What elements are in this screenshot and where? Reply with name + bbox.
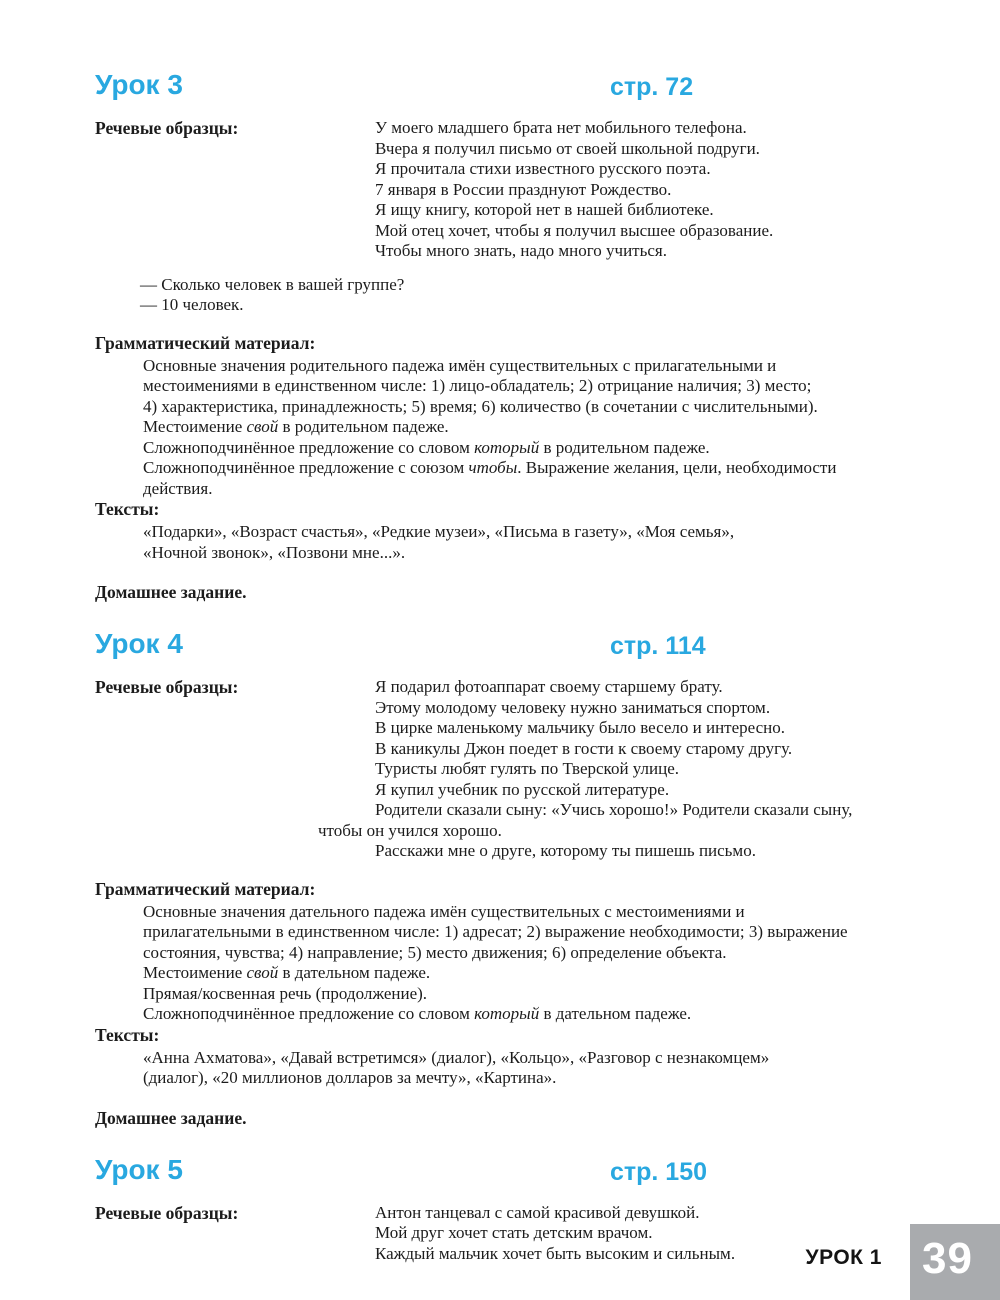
grammar-line: прилагательными в единственном числе: 1) адресат; 2) выражение необходимости; 3) выражение bbox=[143, 922, 848, 941]
italic-term: свой bbox=[246, 963, 279, 982]
speech-line: Мой друг хочет стать детским врачом. bbox=[375, 1223, 653, 1242]
lesson-heading-row bbox=[95, 629, 955, 663]
speech-samples-row bbox=[95, 677, 955, 862]
speech-line: 7 января в России празднуют Рождество. bbox=[375, 179, 672, 199]
lesson-page-ref: стр. 150 bbox=[610, 1157, 708, 1186]
texts-line: (диалог), «20 миллионов долларов за мечту», «Картина». bbox=[143, 1068, 557, 1087]
speech-line: Я ищу книгу, которой нет в нашей библиотеке. bbox=[375, 200, 714, 219]
grammar-line: состояния, чувства; 4) направление; 5) место движения; 6) определение объекта. bbox=[143, 942, 727, 962]
grammar-line: Прямая/косвенная речь (продолжение). bbox=[143, 983, 428, 1003]
speech-samples-row bbox=[95, 118, 955, 262]
speech-line: Родители сказали сыну: «Учись хорошо!» Родители сказали сыну, bbox=[375, 800, 853, 819]
lesson-page-ref: стр. 72 bbox=[610, 73, 694, 101]
grammar-label: Грамматический материал: bbox=[95, 878, 316, 899]
italic-term: свой bbox=[246, 417, 279, 436]
grammar-label: Грамматический материал: bbox=[95, 332, 316, 353]
grammar-line: Местоимение свой в родительном падеже. bbox=[143, 417, 449, 436]
lesson-heading: Урок 3 bbox=[95, 69, 183, 100]
speech-samples-label: Речевые образцы: bbox=[95, 118, 239, 138]
speech-lines bbox=[375, 118, 773, 262]
speech-line: Вчера я получил письмо от своей школьной подруги. bbox=[375, 138, 760, 158]
grammar-line: Сложноподчинённое предложение со словом который в дательном падеже. bbox=[143, 1004, 692, 1023]
footer-lesson-label: УРОК 1 bbox=[805, 1246, 882, 1269]
speech-line: Этому молодому человеку нужно заниматься спортом. bbox=[375, 697, 771, 717]
texts-line: «Ночной звонок», «Позвони мне...». bbox=[143, 542, 406, 562]
speech-line: Я прочитала стихи известного русского поэта. bbox=[375, 159, 711, 178]
grammar-line: действия. bbox=[143, 478, 213, 498]
italic-term: чтобы bbox=[468, 458, 518, 477]
speech-line: В цирке маленькому мальчику было весело и интересно. bbox=[375, 718, 786, 737]
page-content bbox=[95, 70, 955, 1264]
homework-label: Домашнее задание. bbox=[95, 1107, 247, 1128]
speech-line: Туристы любят гулять по Тверской улице. bbox=[375, 759, 680, 778]
grammar-line: Основные значения дательного падежа имён существительных с местоимениями и bbox=[143, 901, 745, 921]
speech-line: Мой отец хочет, чтобы я получил высшее образование. bbox=[375, 220, 774, 240]
texts-line: «Анна Ахматова», «Давай встретимся» (диалог), «Кольцо», «Разговор с незнакомцем» bbox=[143, 1047, 770, 1067]
lesson-heading-row bbox=[95, 70, 955, 104]
page-number: 39 bbox=[922, 1234, 973, 1283]
lesson-section bbox=[95, 629, 955, 1129]
grammar-line: Сложноподчинённое предложение со словом который в родительном падеже. bbox=[143, 437, 710, 457]
speech-line: У моего младшего брата нет мобильного телефона. bbox=[375, 118, 747, 137]
speech-line: Антон танцевал с самой красивой девушкой. bbox=[375, 1202, 700, 1222]
speech-line: чтобы он учился хорошо. bbox=[318, 820, 502, 840]
grammar-lines bbox=[143, 902, 955, 1025]
dialog-line: — Сколько человек в вашей группе? bbox=[140, 274, 405, 294]
grammar-line: местоимениями в единственном числе: 1) лицо-обладатель; 2) отрицание наличия; 3) место; bbox=[143, 376, 812, 395]
texts-label: Тексты: bbox=[95, 499, 160, 519]
speech-samples-label: Речевые образцы: bbox=[95, 1202, 239, 1223]
page-number-box bbox=[910, 1224, 1000, 1300]
speech-line: Чтобы много знать, надо много учиться. bbox=[375, 241, 667, 260]
texts-label: Тексты: bbox=[95, 1024, 160, 1045]
speech-line: Я подарил фотоаппарат своему старшему брату. bbox=[375, 677, 723, 696]
speech-samples-label: Речевые образцы: bbox=[95, 677, 239, 697]
grammar-lines bbox=[143, 356, 955, 500]
dialog-lines bbox=[140, 275, 955, 316]
speech-line: Я купил учебник по русской литературе. bbox=[375, 779, 670, 799]
texts-lines bbox=[143, 1048, 955, 1089]
italic-term: который bbox=[474, 1004, 540, 1023]
lesson-heading: Урок 5 bbox=[95, 1153, 183, 1185]
grammar-line: Местоимение свой в дательном падеже. bbox=[143, 963, 431, 982]
speech-line: В каникулы Джон поедет в гости к своему старому другу. bbox=[375, 738, 793, 758]
lesson-heading-row bbox=[95, 1155, 955, 1189]
speech-line: Расскажи мне о друге, которому ты пишешь письмо. bbox=[375, 841, 756, 860]
speech-lines bbox=[318, 677, 853, 862]
homework-label: Домашнее задание. bbox=[95, 582, 247, 602]
dialog-line: — 10 человек. bbox=[140, 295, 244, 314]
grammar-line: Основные значения родительного падежа имён существительных с прилагательными и bbox=[143, 355, 777, 375]
lesson-page-ref: стр. 114 bbox=[610, 632, 706, 660]
lesson-heading: Урок 4 bbox=[95, 628, 183, 659]
texts-line: «Подарки», «Возраст счастья», «Редкие музеи», «Письма в газету», «Моя семья», bbox=[143, 522, 735, 541]
texts-lines bbox=[143, 522, 955, 563]
sections bbox=[95, 70, 955, 1264]
grammar-line: 4) характеристика, принадлежность; 5) время; 6) количество (в сочетании с числительными). bbox=[143, 396, 818, 416]
speech-lines bbox=[375, 1203, 735, 1265]
italic-term: который bbox=[474, 437, 540, 457]
lesson-section bbox=[95, 70, 955, 603]
grammar-line: Сложноподчинённое предложение с союзом чтобы. Выражение желания, цели, необходимости bbox=[143, 458, 837, 477]
speech-line: Каждый мальчик хочет быть высоким и сильным. bbox=[375, 1243, 736, 1263]
